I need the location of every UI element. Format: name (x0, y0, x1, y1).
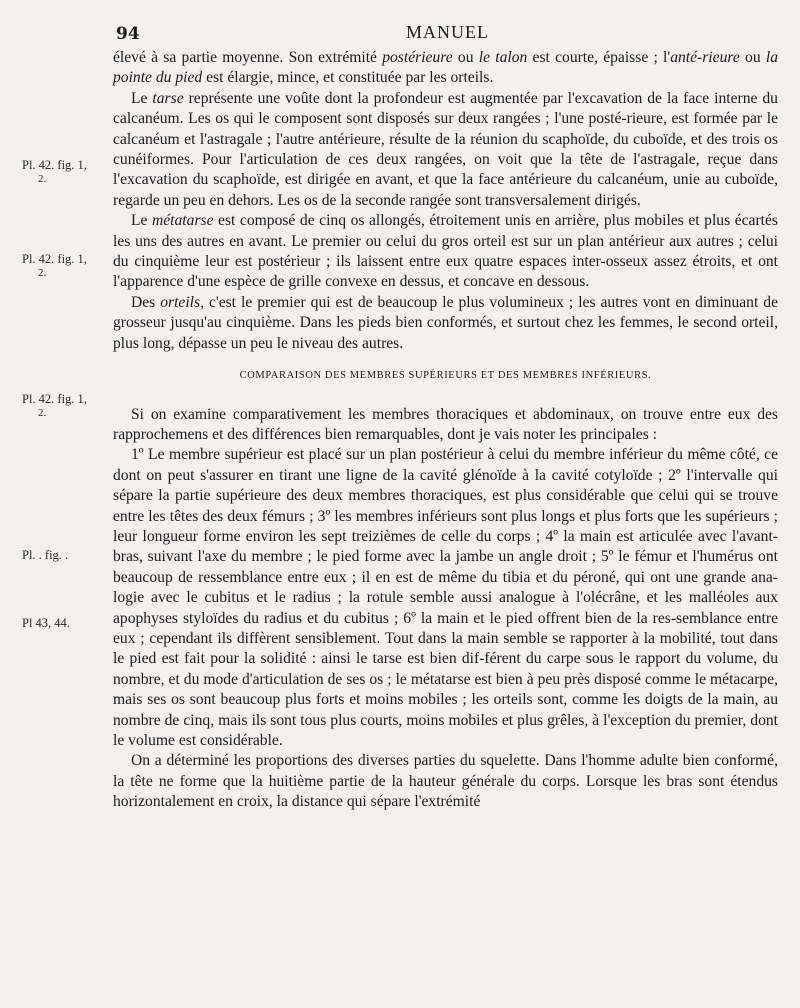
paragraph-group-anatomy (113, 48, 778, 354)
text-run: On a déterminé les proportions des diverses parties du squelette. Dans l'homme adulte bien conformé, la tête ne forme que la huitième partie de la hauteur générale du corps. Lorsque les bras sont étendus horizontalement en croix, la distance qui sépare l'extrémité (113, 752, 778, 811)
paragraph (113, 445, 778, 751)
margin-note-sub: 2. (38, 407, 47, 419)
text-run: Si on examine comparativement les membres thoraciques et abdominaux, on trouve entre eux des rapprochemens et des différences bien remarquables, dont je vais noter les principales : (113, 405, 778, 443)
text-run: ou (739, 49, 766, 66)
italic-term: la pointe du pied (113, 49, 778, 87)
text-run: est courte, épaisse ; l' (527, 49, 671, 66)
italic-term: orteils (160, 293, 201, 311)
paragraph (113, 293, 778, 354)
text-run: Le (131, 212, 152, 230)
text-run: Le (131, 89, 153, 107)
body-text (113, 48, 778, 813)
margin-note (22, 158, 112, 186)
italic-term: le talon (478, 49, 528, 66)
text-run: 1º Le membre supérieur est placé sur un plan postérieur à celui du membre inférieur du même côté, ce dont on peut s'assurer en tirant une ligne de la cavité glénoïde à la cavité cotyloïde ; 2º l'intervalle qui sépare la partie supérieure des deux membres thoraciques, est plus considérable que celui qui se trouve entre les têtes des deux fémurs ; 3º les membres inférieurs sont plus longs et plus forts que les supérieurs ; leur longueur forme environ les sept treizièmes de celle du corps ; 4º la main est articulée avec l'avant-bras, suivant l'axe du membre ; le pied forme avec la jambe un angle droit ; 5º le fémur et l'humérus ont beaucoup de ressemblance entre eux ; il en est de même du tibia et du péroné, qui ont une grande ana-logie avec le cubitus et le radius ; la rotule semble aussi analogue à l'olécrâne, et les malléoles aux apophyses styloïdes du radius et du cubitus ; 6º la main et le pied offrent bien de la res-semblance entre eux ; cependant ils diffèrent sensiblement. Tout dans la main semble se rapporter à la mobilité, tout dans le pied est fait pour la solidité : ainsi le tarse est bien dif-férent du carpe sous le rapport du volume, du nombre, et du mode d'articulation de ses os ; le métatarse est bien à peu près disposé comme le métacarpe, mais ses os sont beaucoup plus forts et moins mobiles ; les orteils sont, comme les doigts de la main, au nombre de cinq, mais ils sont tous plus courts, moins mobiles et plus grêles, à l'exception du premier, dont le volume est considérable. (113, 446, 778, 749)
italic-term: tarse (152, 89, 184, 107)
text-run: élevé à sa partie moyenne. Son extrémité (113, 49, 383, 66)
margin-note (22, 392, 112, 420)
running-title: MANUEL (406, 22, 489, 42)
margin-note-sub: 2. (38, 173, 47, 185)
margin-note-label: Pl. 42. fig. 1, (22, 252, 87, 266)
section-title: COMPARAISON DES MEMBRES SUPÉRIEURS ET DES MEMBRES INFÉRIEURS. (239, 370, 652, 382)
paragraph-group-comparison (113, 405, 778, 813)
text-run: représente une voûte dont la profondeur est augmentée par l'excavation de la face interne du calcanéum. Les os qui le composent sont disposés sur deux rangées ; l'une posté-rieure, est formée par le calcanéum et l'astragale ; l'autre antérieure, résulte de la réunion du scaphoïde, du cuboïde, et des trois os cunéiformes. Pour l'articulation de ces deux rangées, on voit que la tête de l'astragale, reçue dans l'excavation du scaphoïde, est dirigée en avant, et que la face antérieure du calcanéum, unie au cuboïde, regarde un peu en dehors. Les os de la seconde rangée sont transversalement dirigés. (113, 89, 778, 209)
margin-note-sub: 2. (38, 267, 47, 279)
margin-note-label: Pl. 42. fig. 1, (22, 158, 87, 172)
text-run: , c'est le premier qui est de beaucoup le plus volumineux ; les autres vont en diminuant de grosseur jusqu'au cinquième. Dans les pieds bien conformés, et surtout chez les femmes, le second orteil, plus long, dépasse un peu le niveau des autres. (113, 293, 778, 352)
margin-note-label: Pl 43, 44. (22, 616, 70, 630)
margin-note-label: Pl. . fig. . (22, 548, 69, 562)
text-run: est élargie, mince, et constituée par les orteils. (202, 69, 494, 87)
page-header (0, 22, 800, 46)
margin-note (22, 252, 112, 280)
paragraph (113, 751, 778, 812)
paragraph (113, 48, 778, 89)
text-run: ou (452, 49, 479, 66)
paragraph (113, 211, 778, 293)
page-number: 94 (116, 24, 140, 44)
margin-note (22, 548, 112, 562)
italic-term: métatarse (152, 212, 214, 230)
paragraph (113, 405, 778, 446)
italic-term: anté-rieure (670, 49, 740, 66)
italic-term: postérieure (382, 49, 453, 66)
margin-note-label: Pl. 42. fig. 1, (22, 392, 87, 406)
text-run: est composé de cinq os allongés, étroitement unis en arrière, plus mobiles et plus écartés les uns des autres en avant. Le premier ou celui du gros orteil est sur un plan antérieur aux autres ; celui du cinquième leur est postérieur ; ils laissent entre eux quatre espaces inter-osseux assez étroits, et ont l'apparence d'une espèce de grille convexe en dessus, et concave en dessous. (113, 212, 778, 291)
paragraph (113, 89, 778, 211)
text-run: Des (131, 293, 161, 311)
margin-note (22, 616, 112, 630)
